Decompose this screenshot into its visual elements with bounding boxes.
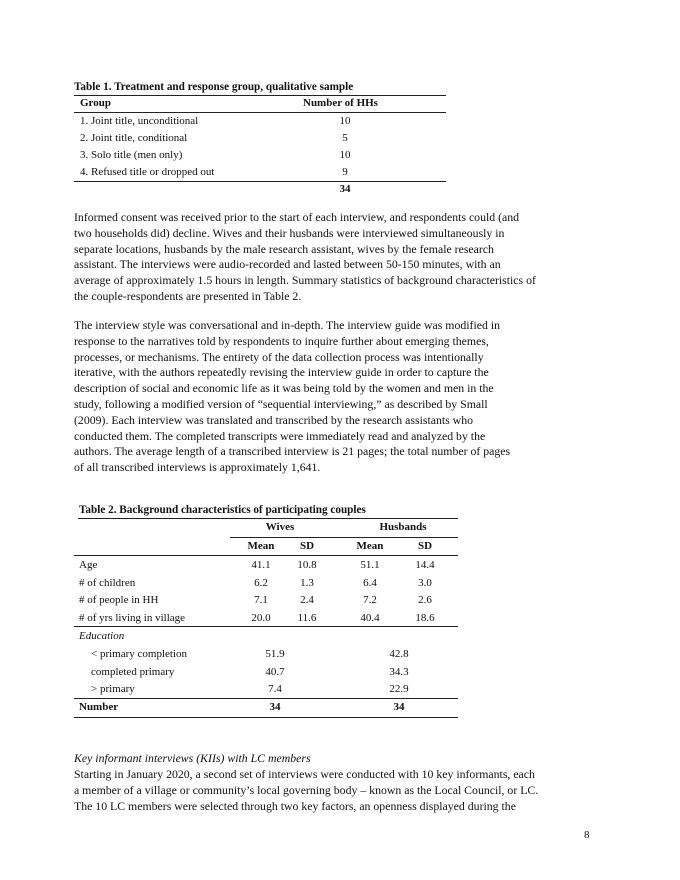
table-2-cell: 10.8 bbox=[297, 559, 317, 571]
table-row bbox=[74, 113, 446, 130]
table-row bbox=[74, 663, 458, 681]
table-2-cell: 1.3 bbox=[300, 576, 314, 589]
table-1-cell-count: 10 bbox=[339, 149, 351, 161]
table-1-header bbox=[74, 95, 446, 113]
table-2-title: Table 2. Background characteristics of participating couples bbox=[79, 504, 366, 516]
text-line: iterative, with the authors repeatedly revising the interview guide in order to capture the bbox=[74, 365, 489, 380]
table-2-subheader-rule bbox=[230, 537, 458, 538]
table-2-sub-mean: Mean bbox=[356, 540, 384, 552]
table-2-group-wives: Wives bbox=[265, 521, 295, 533]
table-2-cell: 22.9 bbox=[389, 683, 409, 695]
text-line: response to the narratives told by respondents to inquire further about emerging themes, bbox=[74, 333, 489, 348]
table-1-cell-group: 3. Solo title (men only) bbox=[80, 149, 183, 161]
table-2-cell: 7.1 bbox=[254, 594, 268, 606]
table-2-row-label: # of children bbox=[79, 576, 136, 589]
table-row bbox=[74, 147, 446, 164]
table-2-number-husbands: 34 bbox=[393, 700, 405, 713]
table-2-cell: 14.4 bbox=[415, 559, 435, 571]
table-2-cell: 51.1 bbox=[360, 559, 380, 571]
text-line: processes, or mechanisms. The entirety of the data collection process was intentionally bbox=[74, 349, 484, 364]
table-2-row-label: # of people in HH bbox=[79, 594, 159, 606]
table-row bbox=[74, 130, 446, 147]
table-2-cell: 41.1 bbox=[251, 559, 271, 571]
text-line: a member of a village or community’s local governing body – known as the Local Council, or LC. bbox=[74, 782, 539, 797]
table-row bbox=[74, 556, 458, 574]
table-2-education-header bbox=[74, 627, 458, 645]
table-2-cell: 6.4 bbox=[363, 576, 377, 589]
table-2-group-husbands: Husbands bbox=[379, 521, 427, 533]
table-2-number-wives: 34 bbox=[269, 700, 281, 713]
table-2-cell: 40.7 bbox=[265, 665, 285, 678]
paragraph-consent bbox=[74, 210, 614, 305]
table-2-cell: 18.6 bbox=[415, 611, 435, 624]
table-2-number-row bbox=[74, 698, 458, 718]
table-1-cell-group: 1. Joint title, unconditional bbox=[80, 115, 199, 127]
section-heading-kii: Key informant interviews (KIIs) with LC members bbox=[74, 751, 311, 765]
table-row bbox=[74, 680, 458, 698]
table-1-cell-count: 9 bbox=[342, 166, 348, 178]
table-2-cell: 40.4 bbox=[360, 611, 380, 624]
table-row bbox=[74, 574, 458, 592]
table-1-cell-group: 2. Joint title, conditional bbox=[80, 132, 188, 144]
table-2-number-label: Number bbox=[79, 700, 119, 713]
table-row bbox=[74, 609, 458, 627]
text-line: description of social and economic life as it was being told by the women and men in the bbox=[74, 381, 494, 396]
table-2-cell: 42.8 bbox=[389, 648, 409, 660]
table-1-col-number: Number of HHs bbox=[303, 97, 378, 109]
text-line: Starting in January 2020, a second set of interviews were conducted with 10 key informants, each bbox=[74, 767, 535, 781]
table-2-subheader bbox=[74, 537, 458, 555]
paragraph-interview-style bbox=[74, 318, 614, 476]
text-line: average of approximately 1.5 hours in length. Summary statistics of background characteristics of bbox=[74, 273, 536, 288]
table-2 bbox=[74, 503, 458, 718]
table-2-row-label: Age bbox=[79, 559, 98, 571]
text-line: authors. The average length of a transcribed interview is 21 pages; the total number of pages bbox=[74, 444, 511, 459]
table-1-cell-group: 4. Refused title or dropped out bbox=[80, 166, 215, 178]
table-2-cell: 20.0 bbox=[251, 611, 271, 624]
table-2-row-label: completed primary bbox=[91, 665, 175, 678]
table-1 bbox=[74, 80, 446, 199]
text-line: (2009). Each interview was translated and transcribed by the research assistants who bbox=[74, 412, 473, 427]
table-row bbox=[74, 591, 458, 609]
text-line: The 10 LC members were selected through two key factors, an openness displayed during the bbox=[74, 798, 516, 813]
text-line: two households did) decline. Wives and their husbands were interviewed simultaneously in bbox=[74, 225, 505, 240]
table-1-col-group: Group bbox=[80, 97, 111, 109]
table-row bbox=[74, 164, 446, 181]
table-1-total: 34 bbox=[339, 183, 351, 195]
page-number: 8 bbox=[584, 829, 590, 841]
table-2-row-label: # of yrs living in village bbox=[79, 611, 186, 624]
text-line: The interview style was conversational and in-depth. The interview guide was modified in bbox=[74, 318, 500, 332]
table-2-cell: 2.4 bbox=[300, 594, 314, 606]
table-2-cell: 2.6 bbox=[418, 594, 432, 606]
table-2-sub-mean: Mean bbox=[247, 540, 275, 552]
table-2-sub-sd: SD bbox=[417, 540, 433, 552]
text-line: study, following a modified version of “sequential interviewing,” as described by Small bbox=[74, 396, 488, 411]
table-row bbox=[74, 645, 458, 663]
table-2-cell: 34.3 bbox=[389, 665, 409, 678]
table-2-group-header bbox=[78, 518, 458, 537]
table-2-cell: 11.6 bbox=[297, 611, 317, 624]
text-line: the couple-respondents are presented in Table 2. bbox=[74, 288, 302, 303]
table-2-sub-sd: SD bbox=[299, 540, 315, 552]
table-2-cell: 51.9 bbox=[265, 648, 285, 660]
table-2-cell: 7.4 bbox=[268, 683, 282, 695]
table-2-education-label: Education bbox=[79, 630, 125, 642]
text-line: conducted them. The completed transcripts were immediately read and analyzed by the bbox=[74, 428, 486, 443]
text-line: Informed consent was received prior to the start of each interview, and respondents could (and bbox=[74, 210, 520, 224]
table-2-row-label: < primary completion bbox=[91, 648, 188, 660]
text-line: of all transcribed interviews is approximately 1,641. bbox=[74, 460, 321, 475]
table-2-row-label: > primary bbox=[91, 683, 135, 695]
text-line: assistant. The interviews were audio-recorded and lasted between 50-150 minutes, with an bbox=[74, 257, 501, 272]
paragraph-kii bbox=[74, 767, 614, 814]
table-2-cell: 7.2 bbox=[363, 594, 377, 606]
table-1-cell-count: 5 bbox=[342, 132, 348, 144]
table-2-cell: 3.0 bbox=[418, 576, 432, 589]
table-1-cell-count: 10 bbox=[339, 115, 351, 127]
text-line: separate locations, husbands by the male research assistant, wives by the female research bbox=[74, 241, 494, 256]
table-1-title: Table 1. Treatment and response group, qualitative sample bbox=[74, 81, 354, 93]
table-2-cell: 6.2 bbox=[254, 576, 268, 589]
table-1-total-row bbox=[74, 181, 446, 199]
